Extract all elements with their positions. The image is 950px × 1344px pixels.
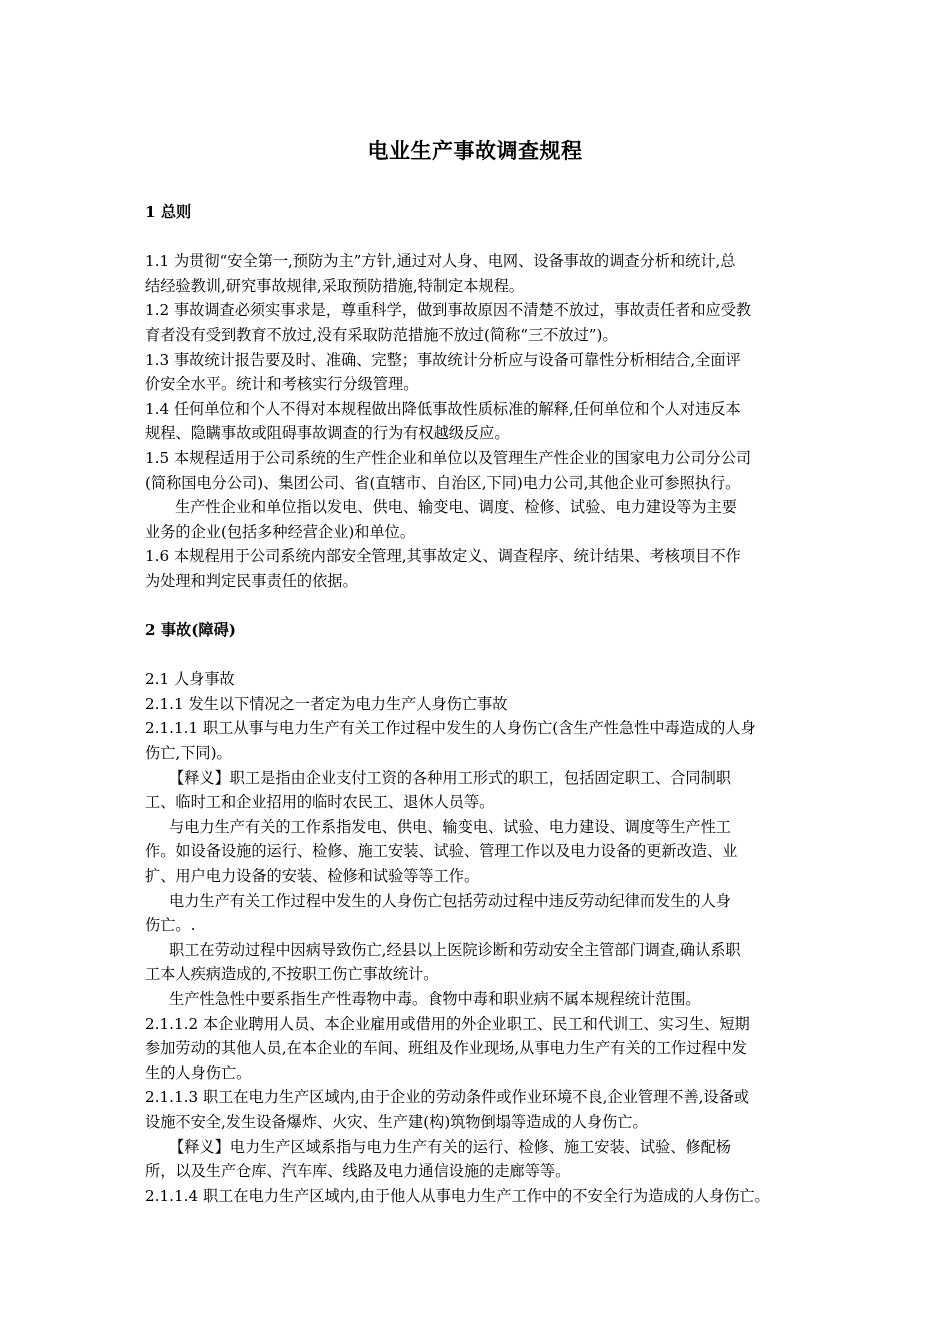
paragraph-line-indented: 生产性急性中要系指生产性毒物中毒。食物中毒和职业病不属本规程统计范围。 (169, 990, 701, 1008)
paragraph-line: 结经验教训,研究事故规律,采取预防措施,特制定本规程。 (145, 276, 524, 295)
paragraph-line: 扩、用户电力设备的安装、检修和试验等等工作。 (145, 867, 480, 886)
paragraph-line: 2.1.1.4 职工在电力生产区域内,由于他人从事电力生产工作中的不安全行为造成的人身伤亡。 (145, 1186, 770, 1205)
spacer (145, 225, 817, 250)
paragraph-line: 2.1.1.3 职工在电力生产区域内,由于企业的劳动条件或作业环境不良,企业管理不善,设备或 (145, 1088, 750, 1107)
paragraph-line-indented: 职工在劳动过程中因病导致伤亡,经县以上医院诊断和劳动安全主管部门调查,确认系职 (169, 940, 741, 959)
paragraph-line: 业务的企业(包括多种经营企业)和单位。 (145, 522, 416, 541)
section-heading-accidents: 2 事故(障碍) (145, 621, 236, 640)
paragraph-line: 参加劳动的其他人员,在本企业的车间、班组及作业现场,从事电力生产有关的工作过程中发 (145, 1039, 747, 1058)
paragraph-line: 1.3 事故统计报告要及时、准确、完整；事故统计分析应与设备可靠性分析相结合,全面评 (145, 350, 741, 369)
paragraph-line: 所，以及生产仓库、汽车库、线路及电力通信设施的走廊等等。 (145, 1162, 571, 1181)
paragraph-line-indented: 【释义】电力生产区域系指与电力生产有关的运行、检修、施工安装、试验、修配杨 (169, 1137, 731, 1156)
paragraph-line: 2.1.1.1 职工从事与电力生产有关工作过程中发生的人身伤亡(含生产性急性中毒造成的人身 (145, 719, 756, 738)
spacer (145, 643, 817, 668)
paragraph-line: 生的人身伤亡。 (145, 1063, 252, 1082)
paragraph-line: 伤亡。. (145, 916, 196, 935)
paragraph-line: 2.1.1 发生以下情况之一者定为电力生产人身伤亡事故 (145, 694, 508, 713)
paragraph-line-indented: 生产性企业和单位指以发电、供电、输变电、调度、检修、试验、电力建设等为主要 (175, 498, 737, 517)
paragraph-line: 1.4 任何单位和个人不得对本规程做出降低事故性质标准的解释,任何单位和个人对违反本 (145, 399, 741, 418)
paragraph-line: 价安全水平。统计和考核实行分级管理。 (145, 375, 419, 394)
paragraph-line-indented: 电力生产有关工作过程中发生的人身伤亡包括劳动过程中违反劳动纪律而发生的人身 (169, 891, 731, 910)
document-body (145, 200, 817, 1208)
paragraph-line: 2.1 人身事故 (145, 670, 235, 689)
paragraph-line: 工本人疾病造成的,不按职工伤亡事故统计。 (145, 965, 439, 984)
section-heading-general: 1 总则 (145, 203, 192, 221)
paragraph-line: 育者没有受到教育不放过,没有采取防范措施不放过(简称“三不放过”)。 (145, 325, 618, 344)
paragraph-line: 1.1 为贯彻“安全第一,预防为主”方针,通过对人身、电网、设备事故的调查分析和统计,总 (145, 252, 736, 271)
paragraph-line: 设施不安全,发生设备爆炸、火灾、生产建(构)筑物倒塌等造成的人身伤亡。 (145, 1112, 648, 1131)
paragraph-line: 作。如设备设施的运行、检修、施工安装、试验、管理工作以及电力设备的更新改造、业 (145, 842, 738, 861)
paragraph-line: 1.2 事故调查必须实事求是，尊重科学，做到事故原因不清楚不放过，事故责任者和应受教 (145, 301, 752, 320)
paragraph-line: 伤亡,下同)。 (145, 744, 232, 763)
paragraph-line: 规程、隐瞒事故或阻碍事故调查的行为有权越级反应。 (145, 424, 510, 443)
paragraph-line-indented: 【释义】职工是指由企业支付工资的各种用工形式的职工，包括固定职工、合同制职 (169, 768, 731, 787)
document-title: 电业生产事故调查规程 (367, 138, 583, 163)
paragraph-line-indented: 与电力生产有关的工作系指发电、供电、输变电、试验、电力建设、调度等生产性工 (169, 817, 731, 836)
spacer (145, 594, 817, 619)
paragraph-line: 为处理和判定民事责任的依据。 (145, 571, 358, 590)
paragraph-line: 1.5 本规程适用于公司系统的生产性企业和单位以及管理生产性企业的国家电力公司分公司 (145, 448, 752, 467)
paragraph-line: 1.6 本规程用于公司系统内部安全管理,其事故定义、调查程序、统计结果、考核项目不作 (145, 547, 741, 566)
paragraph-line: 2.1.1.2 本企业聘用人员、本企业雇用或借用的外企业职工、民工和代训工、实习生、短期 (145, 1014, 750, 1033)
paragraph-line: 工、临时工和企业招用的临时农民工、退休人员等。 (145, 793, 495, 812)
paragraph-line: (简称国电分公司)、集团公司、省(直辖市、自治区,下同)电力公司,其他企业可参照执行。 (145, 473, 741, 492)
